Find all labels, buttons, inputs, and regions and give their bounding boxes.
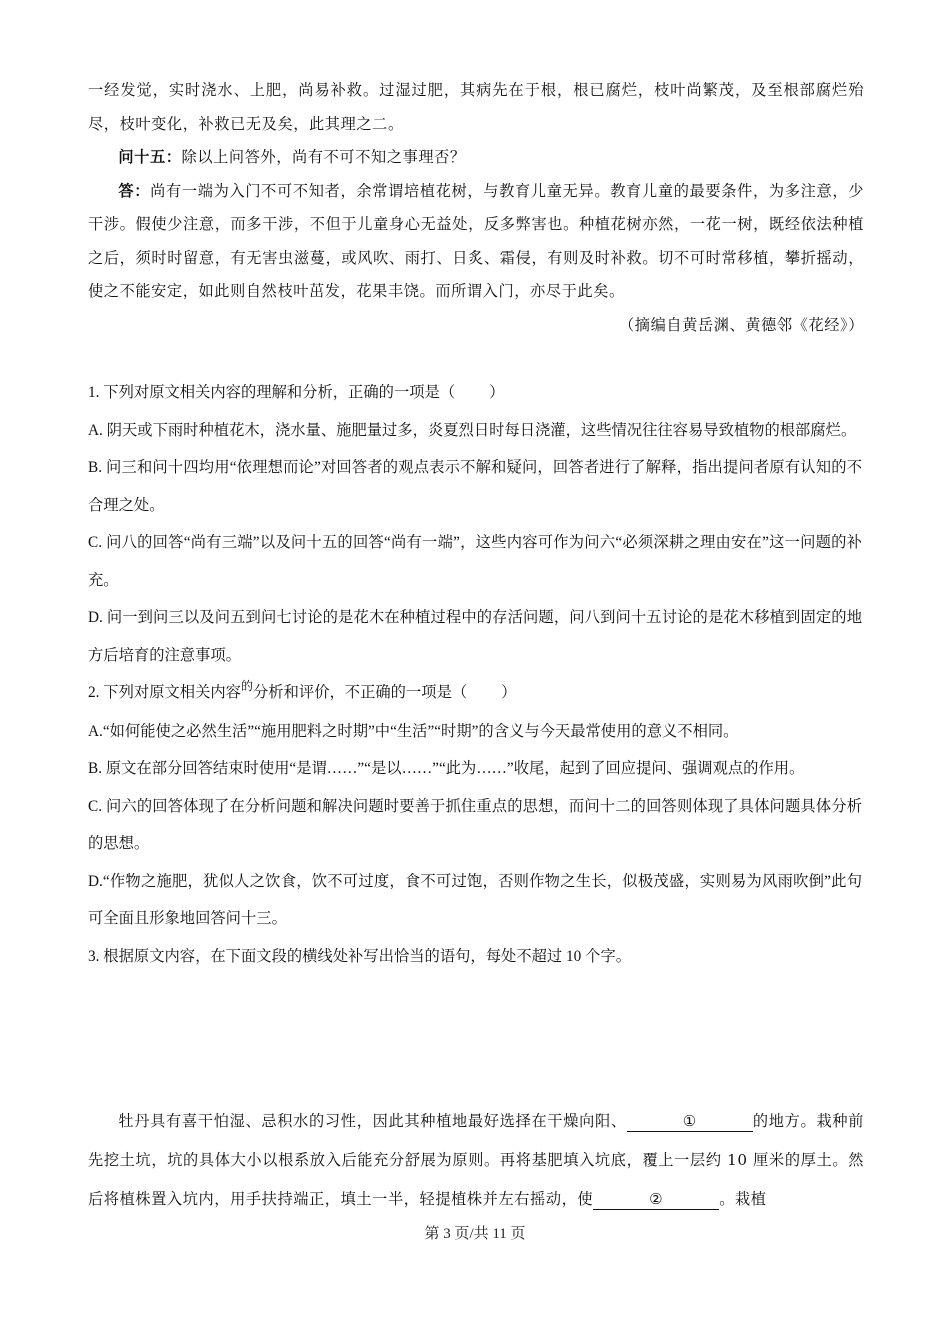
fill-text-part-3: 。栽植	[719, 1190, 767, 1208]
fill-blank-2[interactable]: ②	[593, 1189, 719, 1210]
question-2-option-a: A.“如何能使之必然生活”“施用肥料之时期”中“生活”“时期”的含义与今天最常使用的意义不相同。	[88, 722, 739, 740]
question-1-stem-text: 1. 下列对原文相关内容的理解和分析，正确的一项是（	[88, 384, 456, 401]
question-15-text: 除以上问答外，尚有不可不知之事理否？	[181, 148, 466, 166]
question-3-stem: 3. 根据原文内容，在下面文段的横线处补写出恰当的语句，每处不超过 10 个字。	[88, 947, 632, 965]
question-15-label: 问十五：	[118, 148, 182, 166]
fill-text-part-2: 的地方。栽种前先挖土坑，坑的具体大小以根系放入后能充分舒展为原则。再将基肥填入坑底，覆上一层约 10 厘米的厚土。然后将植株置入坑内，用手扶持端正，填土一半，轻提植株并左右摇动，使	[88, 1112, 865, 1208]
fill-in-paragraph	[88, 1102, 864, 1219]
passage-source: （摘编自黄岳渊、黄德邻《花经》）	[619, 315, 864, 334]
answer-15-text: 尚有一端为入门不可不知者，余常谓培植花树，与教育儿童无异。教育儿童的最要条件，为多注意，少干涉。假使少注意，而多干涉，不但于儿童身心无益处，反多弊害也。种植花树亦然，一花一树，既经依法种植之后，须时时留意，有无害虫滋蔓，或风吹、雨打、日炙、霜侵，有则及时补救。切不可时常移植，攀折摇动，使之不能安定，如此则自然枝叶茁发，花果丰饶。而所谓入门，亦尽于此矣。	[88, 181, 864, 300]
question-2-option-b: B. 原文在部分回答结束时使用“是谓……”“是以……”“此为……”收尾，起到了回应提问、强调观点的作用。	[88, 760, 805, 777]
question-2-option-c: C. 问六的回答体现了在分析问题和解决问题时要善于抓住重点的思想，而问十二的回答则体现了具体问题具体分析的思想。	[88, 797, 862, 852]
questions-section	[88, 374, 862, 975]
question-2-stem-part-a: 2. 下列对原文相关内容	[88, 684, 241, 701]
fill-blank-1[interactable]: ①	[627, 1111, 753, 1132]
fill-text-part-1: 牡丹具有喜干怕湿、忌积水的习性，因此其种植地最好选择在干燥向阳、	[118, 1112, 627, 1130]
passage-text	[88, 74, 864, 342]
question-15-paragraph	[88, 141, 864, 175]
passage-paragraph-continued: 一经发觉，实时浇水、上肥，尚易补救。过湿过肥，其病先在于根，根已腐烂，枝叶尚繁茂，及至根部腐烂殆尽，枝叶变化，补救已无及矣，此其理之二。	[88, 81, 864, 133]
question-1-option-a: A. 阴天或下雨时种植花木，浇水量、施肥量过多，炎夏烈日时每日浇灌，这些情况往往容易导致植物的根部腐烂。	[88, 421, 857, 439]
question-1-option-c: C. 问八的回答“尚有三端”以及问十五的回答“尚有一端”，这些内容可作为问六“必须深耕之理由安在”这一问题的补充。	[88, 534, 862, 589]
question-2-stem-de: 的	[240, 679, 253, 693]
question-2-stem	[88, 674, 862, 713]
question-2-stem-part-b: 分析和评价，不正确的一项是（	[253, 684, 468, 701]
fill-in-passage	[88, 1102, 864, 1219]
question-2-stem-end: ）	[501, 684, 517, 701]
answer-15-label: 答：	[118, 181, 151, 200]
question-2-option-d: D.“作物之施肥，犹似人之饮食，饮不可过度，食不可过饱，否则作物之生长，似极茂盛，实则易为风雨吹倒”此句可全面且形象地回答问十三。	[88, 872, 862, 927]
question-1-option-b: B. 问三和问十四均用“依理想而论”对回答者的观点表示不解和疑问，回答者进行了解释，指出提问者原有认知的不合理之处。	[88, 459, 862, 514]
question-1-stem-end: ）	[489, 384, 505, 401]
question-1-stem	[88, 374, 862, 412]
question-1-option-d: D. 问一到问三以及问五到问七讨论的是花木在种植过程中的存活问题，问八到问十五讨论的是花木移植到固定的地方后培育的注意事项。	[88, 609, 862, 664]
page-footer: 第 3 页/共 11 页	[424, 1226, 526, 1242]
answer-15-paragraph	[88, 175, 864, 309]
